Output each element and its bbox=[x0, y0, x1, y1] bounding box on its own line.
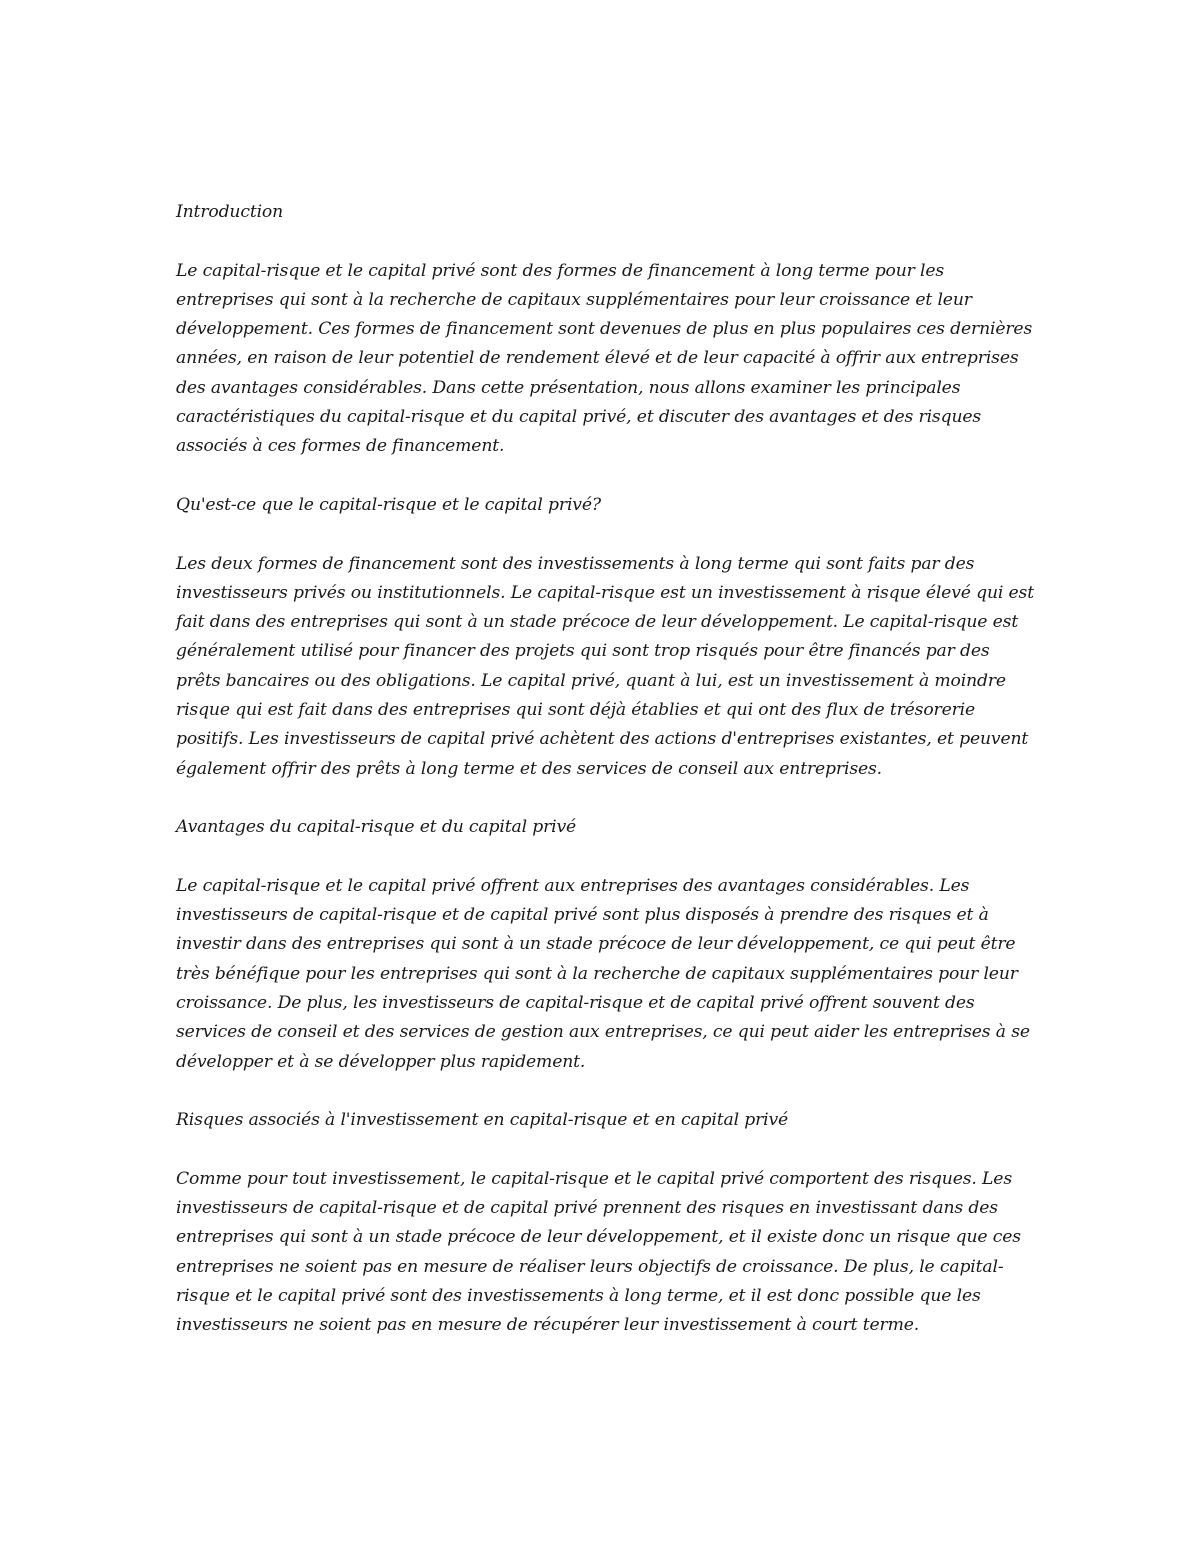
paragraph-definition: Les deux formes de financement sont des investissements à long terme qui sont faits par des investisseurs privés ou institutionnels. Le capital-risque est un investissement à risque élevé qui est fait dans des entreprises qui sont à un stade précoce de leur développement. Le capital-risque est généralement utilisé pour financer des projets qui sont trop risqués pour être financés par des prêts bancaires ou des obligations. Le capital privé, quant à lui, est un investissement à moindre risque qui est fait dans des entreprises qui sont déjà établies et qui ont des flux de trésorerie positifs. Les investisseurs de capital privé achètent des actions d'entreprises existantes, et peuvent également offrir des prêts à long terme et des services de conseil aux entreprises. bbox=[176, 553, 1034, 779]
paragraph-risks: Comme pour tout investissement, le capital-risque et le capital privé comportent des risques. Les investisseurs de capital-risque et de capital privé prennent des risques en investissant dans des entreprises qui sont à un stade précoce de leur développement, et il existe donc un risque que ces entreprises ne soient pas en mesure de réaliser leurs objectifs de croissance. De plus, le capital-risque et le capital privé sont des investissements à long terme, et il est donc possible que les investisseurs ne soient pas en mesure de récupérer leur investissement à court terme. bbox=[176, 1168, 1021, 1336]
section-heading-definition: Qu'est-ce que le capital-risque et le capital privé? bbox=[176, 494, 601, 515]
section-heading-introduction: Introduction bbox=[176, 202, 284, 222]
document-body bbox=[176, 198, 1036, 1370]
paragraph-advantages: Le capital-risque et le capital privé offrent aux entreprises des avantages considérables. Les investisseurs de capital-risque et de capital privé sont plus disposés à prendre des risques et à investir dans des entreprises qui sont à un stade précoce de leur développement, ce qui peut être très bénéfique pour les entreprises qui sont à la recherche de capitaux supplémentaires pour leur croissance. De plus, les investisseurs de capital-risque et de capital privé offrent souvent des services de conseil et des services de gestion aux entreprises, ce qui peut aider les entreprises à se développer et à se développer plus rapidement. bbox=[176, 875, 1030, 1072]
section-heading-advantages: Avantages du capital-risque et du capital privé bbox=[176, 817, 577, 838]
section-heading-risks: Risques associés à l'investissement en capital-risque et en capital privé bbox=[176, 1110, 789, 1131]
paragraph-introduction: Le capital-risque et le capital privé sont des formes de financement à long terme pour les entreprises qui sont à la recherche de capitaux supplémentaires pour leur croissance et leur développement. Ces formes de financement sont devenues de plus en plus populaires ces dernières années, en raison de leur potentiel de rendement élevé et de leur capacité à offrir aux entreprises des avantages considérables. Dans cette présentation, nous allons examiner les principales caractéristiques du capital-risque et du capital privé, et discuter des avantages et des risques associés à ces formes de financement. bbox=[176, 260, 1033, 457]
